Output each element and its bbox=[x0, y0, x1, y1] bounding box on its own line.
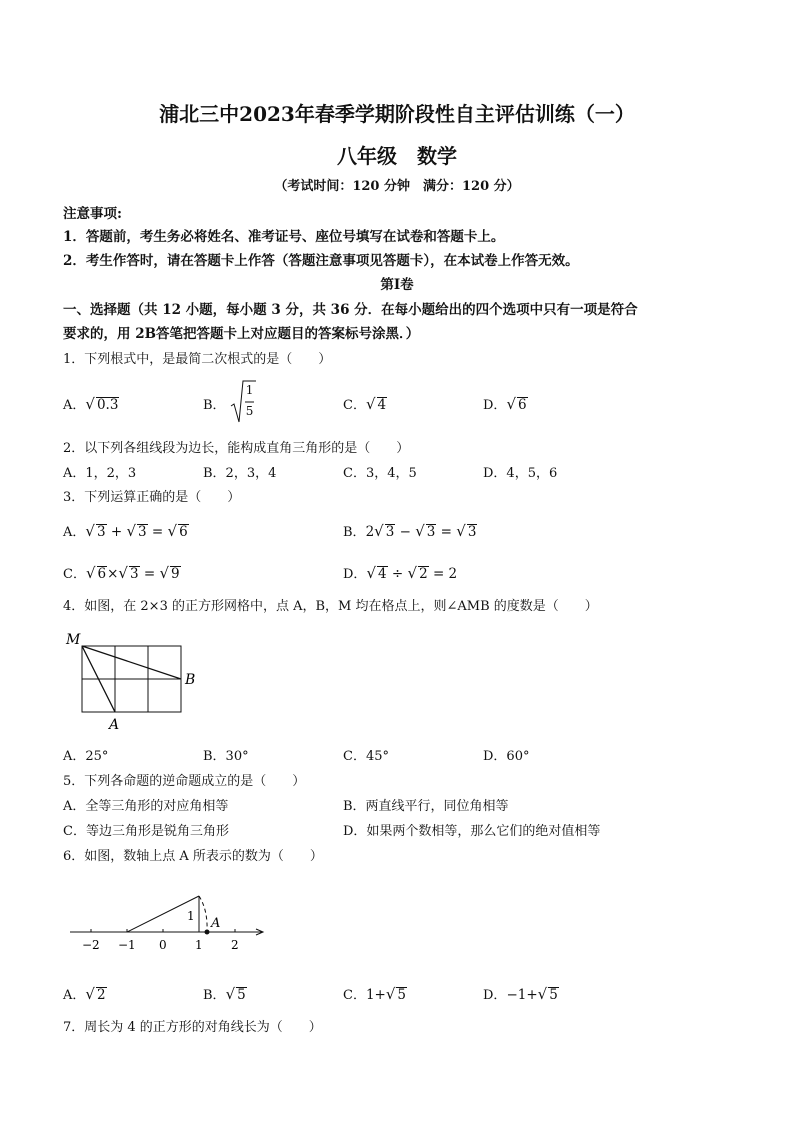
option-label: A． bbox=[63, 525, 86, 540]
radicand: 3 bbox=[467, 524, 477, 540]
operator: = bbox=[143, 566, 156, 582]
option-label: D． bbox=[483, 988, 507, 1003]
question-3-stem: 3．下列运算正确的是（ ） bbox=[63, 490, 241, 505]
unit-label: 1 bbox=[187, 909, 195, 923]
sqrt-icon: √ bbox=[225, 985, 236, 1003]
radicand: 3 bbox=[96, 524, 106, 540]
question-5-stem: 5．下列各命题的逆命题成立的是（ ） bbox=[63, 774, 306, 789]
option-label: C． bbox=[343, 988, 366, 1003]
operator: = bbox=[151, 524, 164, 540]
question-6-option-d bbox=[483, 984, 559, 1003]
sqrt-icon: √ bbox=[407, 564, 418, 582]
question-5-option-c: C．等边三角形是锐角三角形 bbox=[63, 824, 229, 839]
sqrt-icon: √ bbox=[85, 564, 96, 582]
option-label: B． bbox=[343, 525, 366, 540]
section-label: 第Ⅰ卷 bbox=[380, 277, 414, 293]
radicand: 0.3 bbox=[96, 397, 119, 413]
sqrt-icon: √ bbox=[365, 395, 376, 413]
radicand: 2 bbox=[96, 987, 106, 1003]
question-2-option-d: D．4，5，6 bbox=[483, 466, 558, 481]
question-4-stem: 4．如图，在 2×3 的正方形网格中，点 A，B，M 均在格点上，则∠AMB 的度数是（ ） bbox=[63, 599, 598, 614]
radicand: 3 bbox=[129, 566, 139, 582]
sqrt-icon: √ bbox=[167, 522, 178, 540]
question-3-option-a bbox=[63, 521, 189, 540]
sqrt-icon: √ bbox=[456, 522, 466, 540]
question-1-option-b bbox=[203, 380, 256, 424]
sqrt-icon: √ bbox=[385, 985, 396, 1003]
coefficient: 2 bbox=[365, 524, 375, 540]
question-1-option-a bbox=[63, 394, 119, 413]
sqrt-icon: √ bbox=[506, 395, 516, 413]
sqrt-icon: √ bbox=[366, 564, 376, 582]
radicand: 4 bbox=[378, 566, 387, 582]
sqrt-icon: √ bbox=[85, 522, 95, 540]
question-5-option-d: D．如果两个数相等，那么它们的绝对值相等 bbox=[343, 824, 601, 839]
fraction-denominator: 5 bbox=[245, 404, 254, 418]
notice-item-2: 2．考生作答时，请在答题卡上作答（答题注意事项见答题卡），在本试卷上作答无效。 bbox=[63, 253, 579, 269]
option-label: B． bbox=[203, 988, 226, 1003]
sqrt-icon: √ bbox=[537, 985, 548, 1003]
part-instructions-line2: 要求的，用 2B答笔把答题卡上对应题目的答案标号涂黑．） bbox=[63, 326, 420, 342]
radicand: 9 bbox=[171, 566, 180, 582]
notice-item-1: 1．答题前，考生务必将姓名、准考证号、座位号填写在试卷和答题卡上。 bbox=[63, 229, 505, 245]
question-6-option-a bbox=[63, 984, 107, 1003]
option-label: D． bbox=[483, 398, 507, 413]
option-label: C． bbox=[343, 398, 366, 413]
sqrt-icon: √ bbox=[126, 522, 137, 540]
question-3-option-c bbox=[63, 563, 181, 582]
question-2-option-c: C．3，4，5 bbox=[343, 466, 417, 481]
question-4-option-c: C．45° bbox=[343, 749, 389, 764]
question-6-number-line-figure bbox=[66, 880, 276, 960]
part-instructions-line1: 一、选择题（共 12 小题，每小题 3 分，共 36 分．在每小题给出的四个选项中只有一项是符合 bbox=[63, 302, 638, 318]
operator: ÷ bbox=[391, 566, 404, 582]
tick-label-neg1: −1 bbox=[118, 938, 136, 952]
point-label-b: B bbox=[185, 672, 196, 688]
sqrt-icon: √ bbox=[415, 522, 425, 540]
option-label: B． bbox=[203, 398, 226, 413]
question-5-option-a: A．全等三角形的对应角相等 bbox=[63, 799, 229, 814]
radicand: 3 bbox=[138, 524, 147, 540]
question-7-stem: 7．周长为 4 的正方形的对角线长为（ ） bbox=[63, 1020, 322, 1035]
notice-heading: 注意事项: bbox=[63, 206, 122, 222]
question-2-option-b: B．2，3，4 bbox=[203, 466, 277, 481]
option-label: D． bbox=[343, 567, 367, 582]
question-6-option-b bbox=[203, 984, 247, 1003]
coefficient: −1+ bbox=[506, 987, 538, 1003]
point-label-m: M bbox=[66, 632, 81, 648]
question-2-stem: 2．以下列各组线段为边长，能构成直角三角形的是（ ） bbox=[63, 441, 410, 456]
tick-label-2: 2 bbox=[231, 938, 239, 952]
radicand: 3 bbox=[426, 524, 436, 540]
question-1-option-c bbox=[343, 394, 387, 413]
operator: − bbox=[399, 524, 411, 540]
radicand: 6 bbox=[518, 397, 527, 413]
radicand: 6 bbox=[179, 524, 188, 540]
radicand: 4 bbox=[377, 397, 387, 413]
sqrt-icon: √ bbox=[85, 395, 95, 413]
question-4-option-d: D．60° bbox=[483, 749, 530, 764]
option-label: A． bbox=[63, 988, 86, 1003]
operator: × bbox=[107, 566, 119, 582]
question-6-option-c bbox=[343, 984, 407, 1003]
question-1-option-d bbox=[483, 394, 528, 413]
radicand: 6 bbox=[97, 566, 107, 582]
question-5-option-b: B．两直线平行，同位角相等 bbox=[343, 799, 509, 814]
question-4-option-b: B．30° bbox=[203, 749, 249, 764]
question-3-option-b bbox=[343, 521, 477, 540]
question-6-stem: 6．如图，数轴上点 A 所表示的数为（ ） bbox=[63, 849, 323, 864]
segment-mb bbox=[82, 646, 181, 679]
question-2-option-a: A．1，2，3 bbox=[63, 466, 137, 481]
sqrt-icon: √ bbox=[85, 985, 95, 1003]
question-1-stem: 1．下列根式中，是最简二次根式的是（ ） bbox=[63, 352, 332, 367]
option-label: A． bbox=[63, 398, 86, 413]
tick-label-1: 1 bbox=[195, 938, 203, 952]
compass-arc bbox=[199, 896, 207, 932]
tick-label-neg2: −2 bbox=[82, 938, 100, 952]
radicand: 5 bbox=[237, 987, 246, 1003]
point-a-dot bbox=[205, 930, 210, 935]
question-3-option-d bbox=[343, 563, 457, 582]
exam-info: （考试时间：120 分钟 满分：120 分） bbox=[274, 179, 520, 194]
sqrt-icon: √ bbox=[118, 564, 128, 582]
radicand: 3 bbox=[385, 524, 395, 540]
radicand: 2 bbox=[419, 566, 428, 582]
radicand: 5 bbox=[397, 987, 407, 1003]
operator: = 2 bbox=[432, 566, 458, 582]
question-4-grid-figure bbox=[62, 626, 222, 736]
fraction-numerator: 1 bbox=[245, 383, 254, 397]
point-label-a: A bbox=[109, 717, 120, 733]
operator: = bbox=[440, 524, 452, 540]
sqrt-icon: √ bbox=[159, 564, 170, 582]
sqrt-icon: √ bbox=[374, 522, 384, 540]
radicand: 5 bbox=[549, 987, 558, 1003]
exam-title: 浦北三中2023年春季学期阶段性自主评估训练（一） bbox=[159, 102, 635, 126]
coefficient: 1+ bbox=[365, 987, 386, 1003]
operator: + bbox=[110, 524, 123, 540]
option-label: C． bbox=[63, 567, 86, 582]
point-label-a: A bbox=[211, 916, 221, 931]
exam-subtitle: 八年级 数学 bbox=[337, 144, 457, 168]
question-4-option-a: A．25° bbox=[63, 749, 109, 764]
tick-label-0: 0 bbox=[159, 938, 167, 952]
